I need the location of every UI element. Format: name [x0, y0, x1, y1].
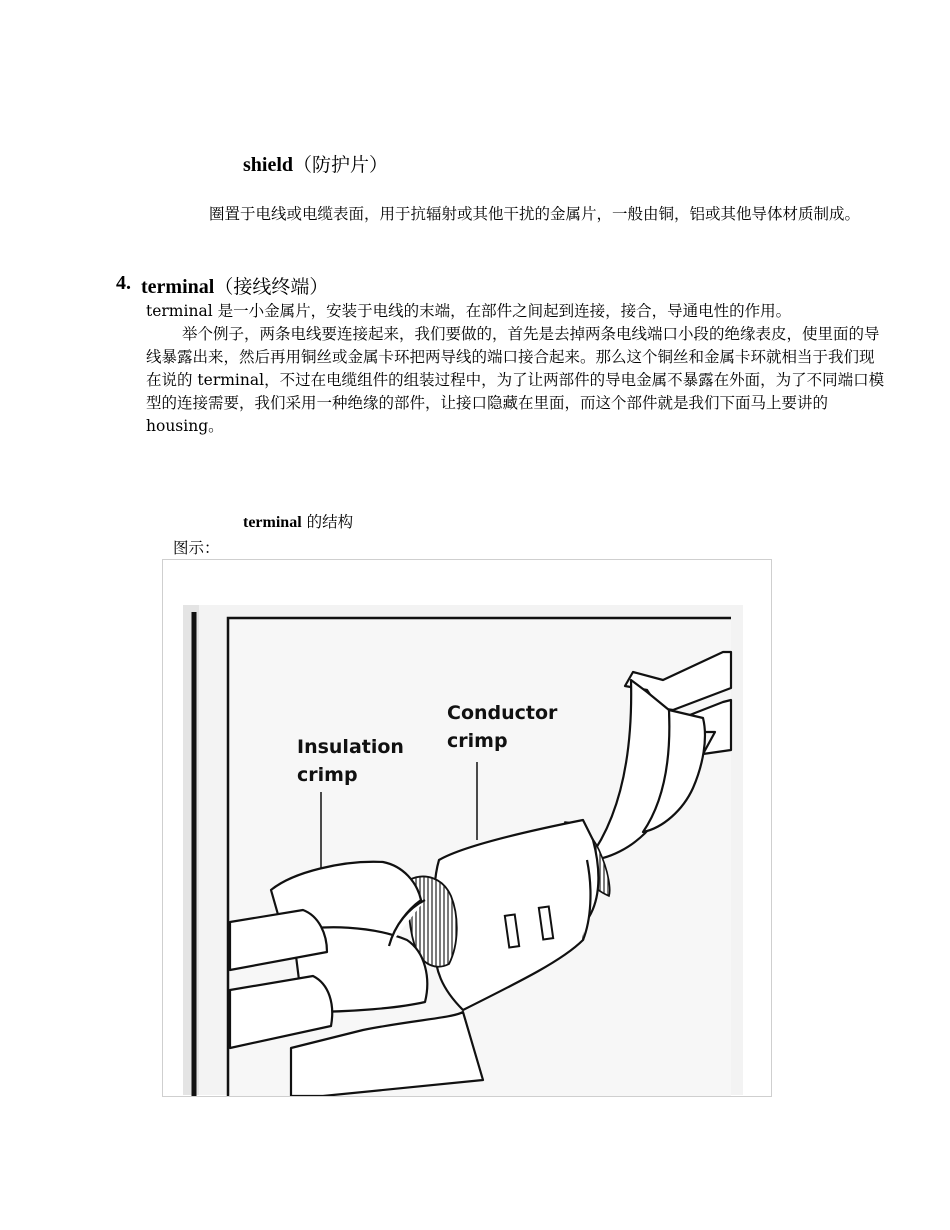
terminal-paragraph-1: terminal 是一小金属片，安装于电线的末端，在部件之间起到连接，接合，导通电性的作用。 — [146, 302, 792, 320]
shield-title-cn: （防护片） — [293, 154, 389, 176]
shield-title-en: shield — [243, 154, 294, 176]
terminal-figure — [162, 559, 772, 1097]
conductor-label-line-1: Conductor — [447, 702, 558, 724]
conductor-label-line-2: crimp — [447, 730, 508, 752]
shield-heading — [243, 150, 388, 177]
section-title-en: terminal — [141, 276, 215, 298]
shield-description: 圈置于电线或电缆表面，用于抗辐射或其他干扰的金属片，一般由铜，铝或其他导体材质制成。 — [209, 205, 861, 223]
insulation-label-line-1: Insulation — [297, 736, 404, 758]
terminal-paragraph-2: 举个例子，两条电线要连接起来，我们要做的，首先是去掉两条电线端口小段的绝缘表皮，使里面的导线暴露出来，然后再用铜丝或金属卡环把两导线的端口接合起来。那么这个铜丝和金属卡环就相当于我们现在说的 terminal，不过在电缆组件的组装过程中，为了让两部件的导电金属不暴露在外面，为了不同端口模型的连接需要，我们采用一种绝缘的部件，让接口隐藏在里面，而这个部件就是我们下面马上要讲的 housing。 — [146, 325, 885, 435]
section-heading — [116, 272, 328, 299]
structure-heading-cn: 的结构 — [301, 513, 354, 531]
figure-label: 图示： — [173, 539, 220, 557]
terminal-illustration — [163, 560, 771, 1096]
section-title-cn: （接线终端） — [214, 276, 329, 298]
structure-heading — [243, 510, 353, 532]
insulation-label-line-2: crimp — [297, 764, 358, 786]
section-number: 4. — [116, 272, 131, 294]
structure-heading-en: terminal — [243, 514, 302, 531]
terminal-description — [146, 300, 888, 438]
